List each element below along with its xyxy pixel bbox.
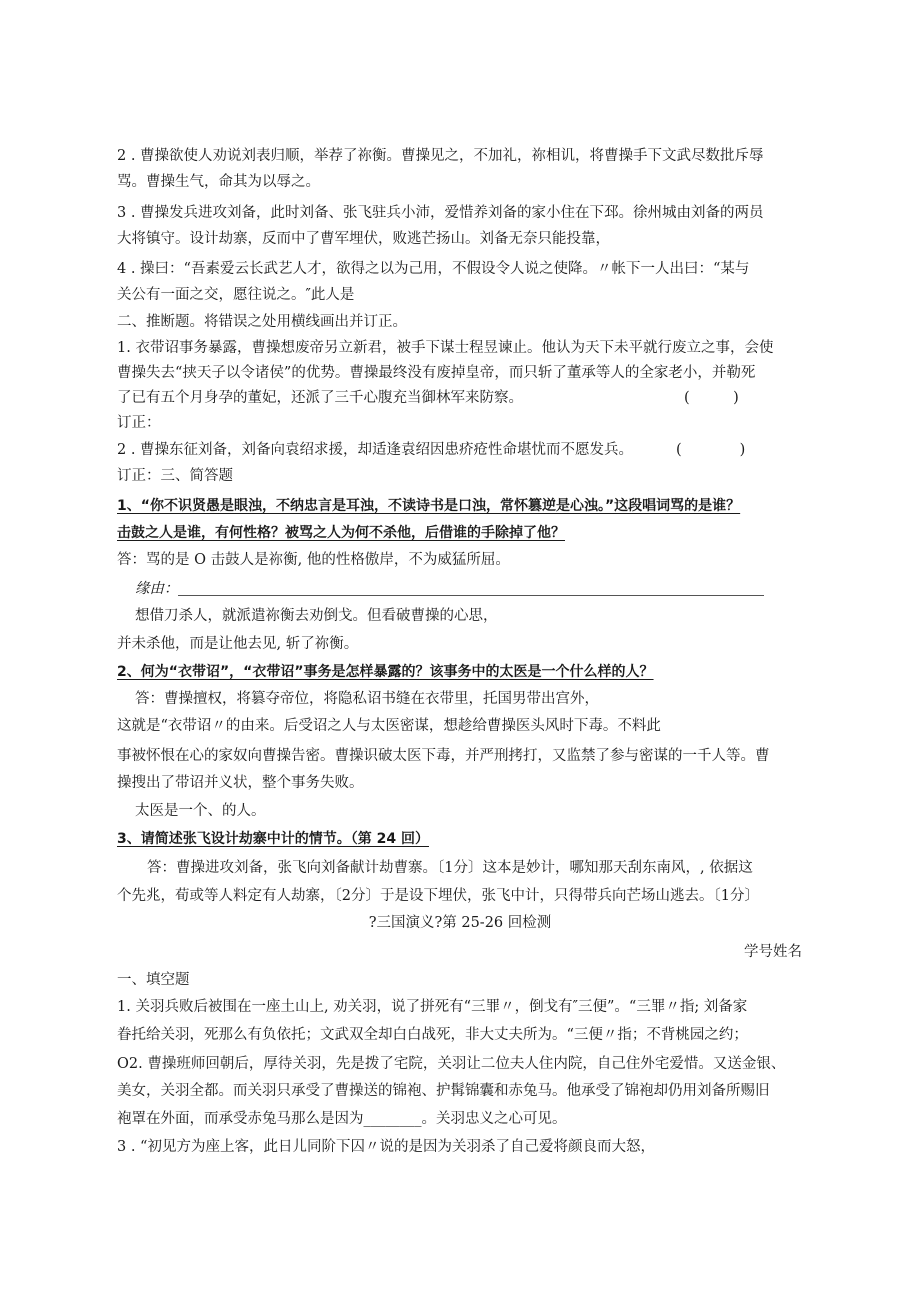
short-a2-line-5: 太医是一个、的人。: [135, 803, 266, 819]
short-q1-line-1: 1、“你不识贤愚是眼浊，不纳忠言是耳浊，不读诗书是口浊，常怀篡逆是心浊。”这段唱词骂的是谁？: [117, 498, 741, 514]
short-a2-line-2: 这就是“衣带诏〃的由来。后受诏之人与太医密谋，想趁给曹操医头风时下毒。不料此: [117, 718, 661, 734]
short-a1-line-3: 并未杀他，而是让他去见, 斩了祢衡。: [117, 636, 359, 652]
judge-q1-line-3: 了已有五个月身孕的董妃，还派了三千心腹充当御林军来防察。: [117, 390, 523, 406]
test2-section-1-heading: 一、填空题: [117, 972, 190, 988]
short-q1-line-2: 击鼓之人是谁，有何性格？被骂之人为何不杀他，后借谁的手除掉了他？: [117, 525, 565, 541]
test2-line-6: 3 . “初见方为座上客，此日儿同阶下囚〃说的是因为关羽杀了自己爱将颜良而大怒，: [117, 1139, 655, 1155]
fill-item-4-line-1: 4 . 操曰：“吾素爱云长武艺人才，欲得之以为己用，不假设令人说之使降。〃帐下一人出曰：“某与: [117, 261, 750, 277]
short-a3-line-1: 答：曹操进攻刘备，张飞向刘备献计劫曹寨。〔1分〕这本是妙计，哪知那天刮东南风，, 依据这: [147, 860, 753, 876]
section-2-heading: 二、推断题。将错误之处用横线画出并订正。: [117, 314, 407, 330]
fill-item-2-line-1: 2 . 曹操欲使人劝说刘表归顺，举荐了祢衡。曹操见之，不加礼，祢相讥，将曹操手下文武尽数批斥辱: [117, 148, 764, 164]
judge-q1-line-2: 曹操失去“挟天子以令诸侯”的优势。曹操最终没有废掉皇帝，而只斩了董承等人的全家老小，并勒死: [117, 365, 756, 381]
test2-line-1: 1. 关羽兵败后被围在一座土山上, 劝关羽，说了拼死有“三罪〃，倒戈有″三便”。“三罪〃指; 刘备家: [117, 999, 748, 1015]
judge-q1-line-1: 1. 衣带诏事务暴露，曹操想废帝另立新君，被手下谋士程昱谏止。他认为天下未平就行废立之事，会使: [117, 340, 774, 356]
correction-label-2: 订正：三、简答题: [117, 468, 233, 484]
short-a2-line-3: 事被怀恨在心的家奴向曹操告密。曹操识破太医下毒，并严刑拷打，又监禁了参与密谋的一千人等。曹: [117, 748, 770, 764]
short-a2-line-1: 答：曹操擅权，将篡夺帝位，将隐私诏书缝在衣带里，托国男带出宫外，: [135, 691, 599, 707]
short-q3: 3、请简述张飞设计劫寨中计的情节。（第 24 回）: [117, 831, 429, 847]
short-a1-line-2: 想借刀杀人，就派遣祢衡去劝倒戈。但看破曹操的心思，: [135, 608, 498, 624]
reason-blank-line: [178, 595, 764, 596]
test2-line-5: 袍罩在外面，而承受赤兔马那么是因为________。关羽忠义之心可见。: [117, 1111, 567, 1127]
fill-item-3-line-2: 大将镇守。设计劫寨，反而中了曹军埋伏，败逃芒扬山。刘备无奈只能投靠，: [117, 231, 610, 247]
short-a3-line-2: 个先兆，荀或等人料定有人劫寨，〔2分〕于是设下埋伏，张飞中计，只得带兵向芒场山逃去。〔1分〕: [117, 888, 759, 904]
short-a1-line-1: 答：骂的是 O 击鼓人是祢衡, 他的性格傲岸，不为威猛所屈。: [117, 552, 510, 568]
test-title: ?三国演义?第 25-26 回检测: [368, 915, 552, 931]
reason-label: 缘由：: [135, 581, 179, 597]
test2-line-4: 美女，关羽全都。而关羽只承受了曹操送的锦袍、护髯锦囊和赤兔马。他承受了锦袍却仍用刘备所赐旧: [117, 1083, 770, 1099]
judge-q2-answer-paren: ( ): [676, 442, 746, 458]
fill-item-2-line-2: 骂。曹操生气，命其为以辱之。: [117, 174, 320, 190]
fill-item-4-line-2: 关公有一面之交，愿往说之。″此人是: [117, 287, 355, 303]
judge-q2: 2 . 曹操东征刘备，刘备向袁绍求援，却适逢袁绍因患疥疮性命堪忧而不愿发兵。: [117, 442, 634, 458]
short-q2: 2、何为“衣带诏”，“衣带诏”事务是怎样暴露的？该事务中的太医是一个什么样的人？: [117, 664, 654, 680]
test2-line-2: 眷托给关羽，死那么有负依托；文武双全却白白战死，非大丈夫所为。“三便〃指；不背桃园之约；: [117, 1027, 748, 1043]
judge-q1-answer-paren: ( ): [684, 390, 739, 406]
student-id-name: 学号姓名: [744, 944, 802, 960]
correction-label-1: 订正：: [117, 415, 161, 431]
short-a2-line-4: 操搜出了带诏并义状，整个事务失败。: [117, 775, 364, 791]
fill-item-3-line-1: 3 . 曹操发兵进攻刘备，此时刘备、张飞驻兵小沛，爱惜养刘备的家小住在下邳。徐州城由刘备的两员: [117, 205, 764, 221]
test2-line-3: O2. 曹操班师回朝后，厚待关羽，先是拨了宅院，关羽让二位夫人住内院，自己住外宅爱惜。又送金银、: [117, 1056, 786, 1072]
